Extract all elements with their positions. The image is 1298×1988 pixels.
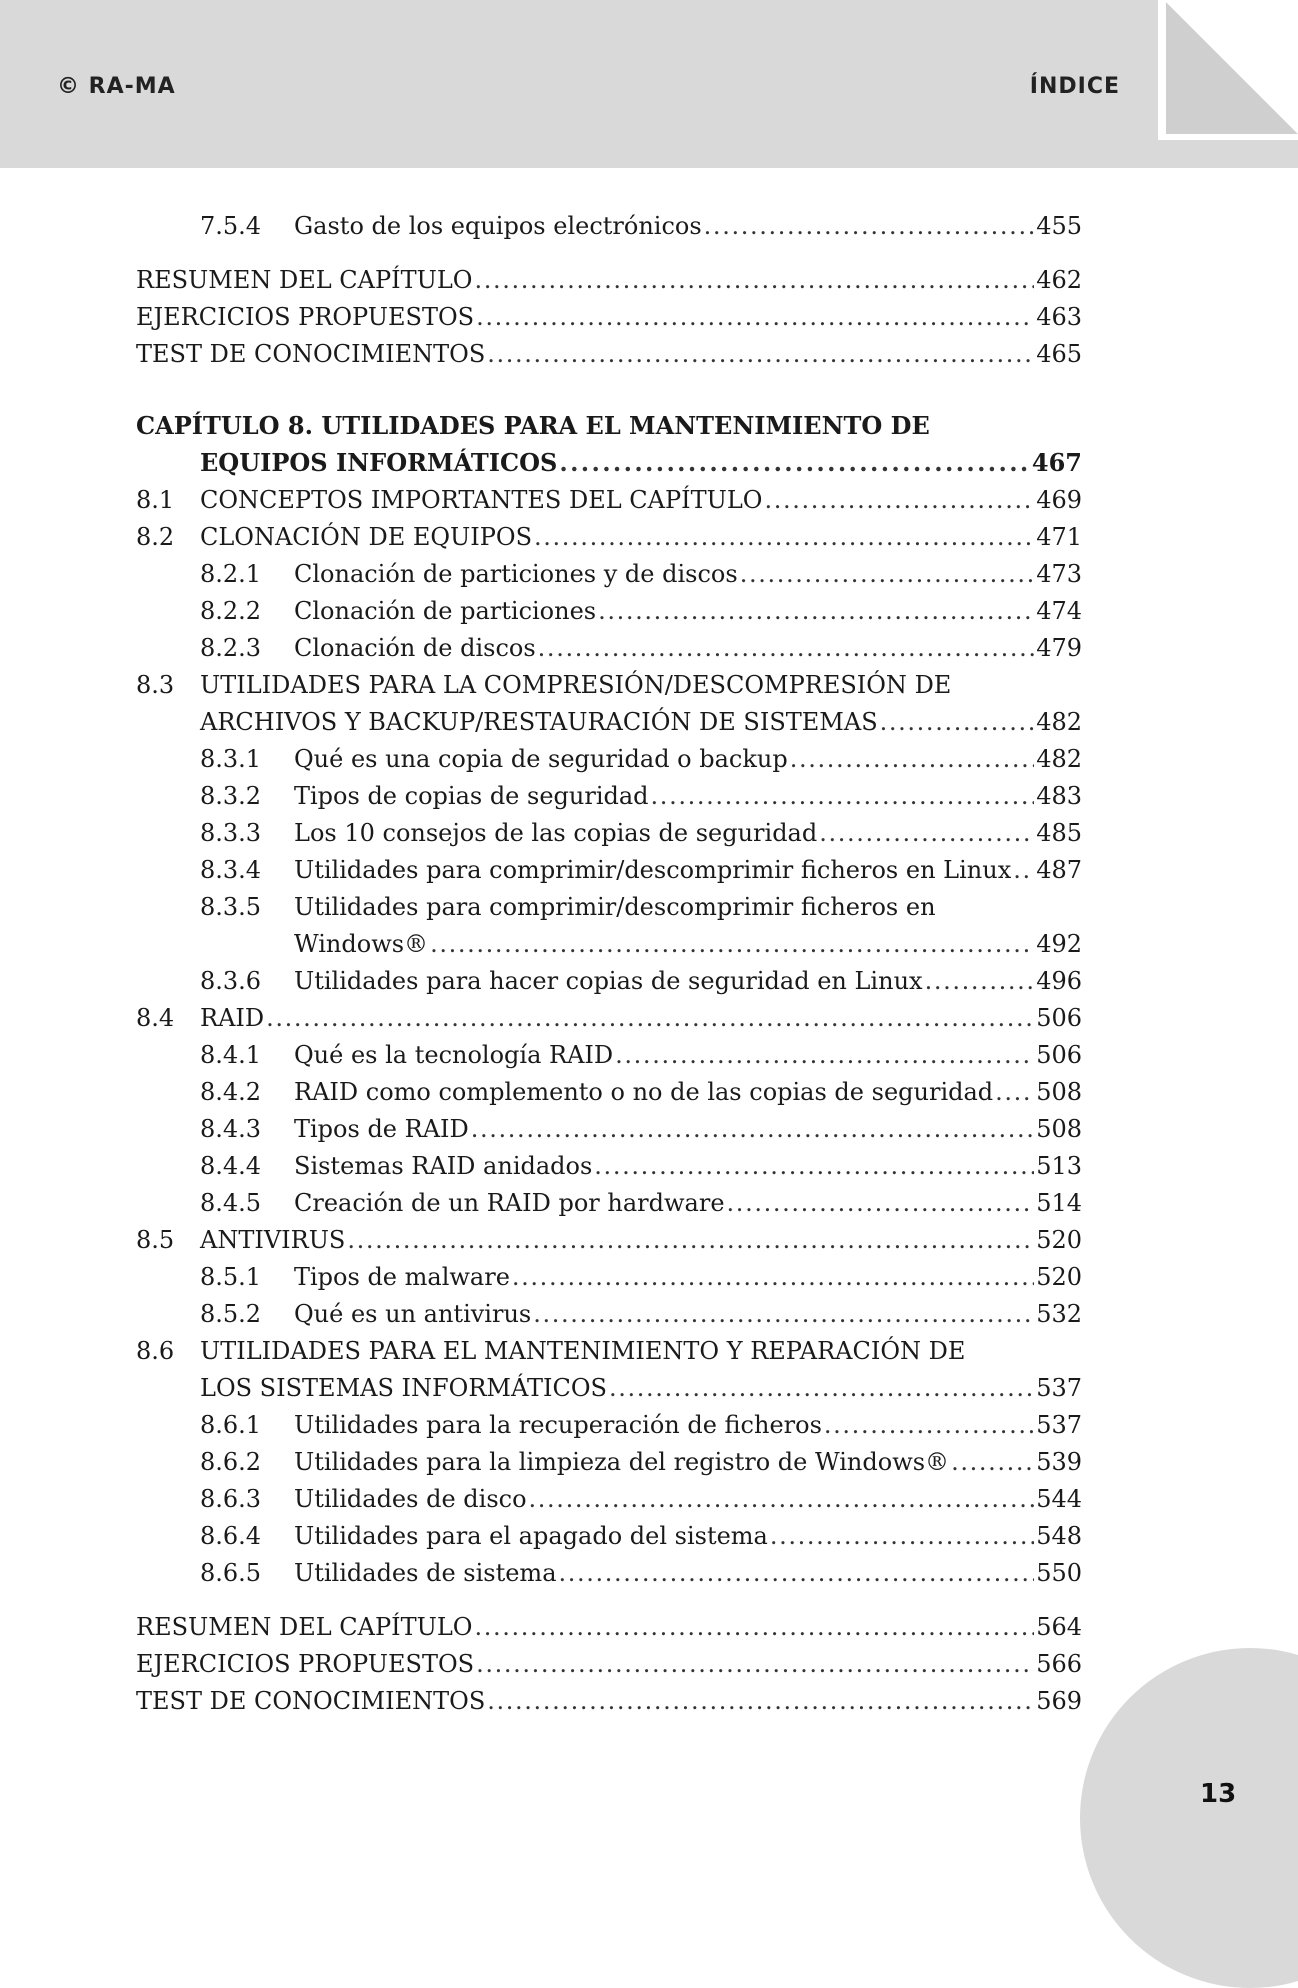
dot-leader (790, 741, 1034, 777)
page-ref: 539 (1036, 1448, 1082, 1476)
toc-entry[interactable]: 8.5.1 Tipos de malware . . . 520 (200, 1259, 1082, 1295)
toc-entry[interactable]: 8.3.1 Qué es una copia de seguridad o backup . . . 482 (200, 741, 1082, 777)
page-ref: 487 (1036, 856, 1082, 884)
section-number: 8.3.5 (200, 893, 262, 921)
toc-entry[interactable]: 8.4 RAID . . . 506 (136, 1000, 1082, 1036)
page-ref: 492 (1036, 930, 1082, 958)
dot-leader (474, 1609, 1034, 1645)
dot-leader (727, 1185, 1035, 1221)
page-ref: 514 (1036, 1189, 1082, 1217)
toc-entry[interactable]: Windows® . . . 492 (294, 926, 1082, 962)
dot-leader (704, 208, 1035, 244)
toc-entry[interactable]: 8.2.3 Clonación de discos . . . 479 (200, 630, 1082, 666)
toc-entry[interactable]: 8.6.2 Utilidades para la limpieza del registro de Windows® . . . 539 (200, 1444, 1082, 1480)
dot-leader (533, 1296, 1034, 1332)
toc-entry[interactable]: 8.2 CLONACIÓN DE EQUIPOS . . . 471 (136, 519, 1082, 555)
dot-leader (764, 482, 1034, 518)
page-ref: 513 (1036, 1152, 1082, 1180)
page-ref: 469 (1036, 486, 1082, 514)
toc-entry[interactable]: RESUMEN DEL CAPÍTULO . . . 462 (136, 262, 1082, 298)
page-ref: 479 (1036, 634, 1082, 662)
toc-entry[interactable]: 8.4.1 Qué es la tecnología RAID . . . 506 (200, 1037, 1082, 1073)
toc-entry[interactable]: ARCHIVOS Y BACKUP/RESTAURACIÓN DE SISTEMAS . . . 482 (200, 704, 1082, 740)
toc-entry[interactable]: EJERCICIOS PROPUESTOS . . . 463 (136, 299, 1082, 335)
toc-entry[interactable]: 8.4.4 Sistemas RAID anidados . . . 513 (200, 1148, 1082, 1184)
section-number: 8.3 (136, 671, 175, 699)
section-number: 8.6 (136, 1337, 175, 1365)
page-ref: 532 (1036, 1300, 1082, 1328)
dot-leader (598, 593, 1034, 629)
page-ref: 463 (1036, 303, 1082, 331)
dot-leader (474, 262, 1034, 298)
page-ref: 483 (1036, 782, 1082, 810)
page-ref: 506 (1036, 1041, 1082, 1069)
page-ref: 455 (1036, 212, 1082, 240)
dot-leader (594, 1148, 1034, 1184)
page-ref: 520 (1036, 1226, 1082, 1254)
toc-entry[interactable]: 8.4.5 Creación de un RAID por hardware . . . 514 (200, 1185, 1082, 1221)
dot-leader (347, 1222, 1034, 1258)
dot-leader (770, 1518, 1034, 1554)
page-ref: 465 (1036, 340, 1082, 368)
page-ref: 482 (1036, 708, 1082, 736)
toc-entry-line: UTILIDADES PARA LA COMPRESIÓN/DESCOMPRESIÓN DE (200, 671, 952, 699)
page-ref: 508 (1036, 1115, 1082, 1143)
page-ref: 462 (1036, 266, 1082, 294)
dot-leader (951, 1444, 1034, 1480)
dot-leader (995, 1074, 1034, 1110)
toc-entry-line: Utilidades para comprimir/descomprimir ficheros en (294, 893, 936, 921)
chapter-entry[interactable]: EQUIPOS INFORMÁTICOS . . . 467 (200, 445, 1082, 481)
toc-entry[interactable]: 8.4.2 RAID como complemento o no de las copias de seguridad . . . 508 (200, 1074, 1082, 1110)
toc-entry[interactable]: TEST DE CONOCIMIENTOS . . . 569 (136, 1683, 1082, 1719)
toc-entry[interactable]: 8.3.3 Los 10 consejos de las copias de seguridad . . . 485 (200, 815, 1082, 851)
toc-entry[interactable]: RESUMEN DEL CAPÍTULO . . . 564 (136, 1609, 1082, 1645)
page-ref: 548 (1036, 1522, 1082, 1550)
dot-leader (559, 445, 1030, 481)
dot-leader (819, 815, 1034, 851)
chapter-heading: CAPÍTULO 8. UTILIDADES PARA EL MANTENIMIENTO DE (136, 411, 930, 440)
toc-entry-line: UTILIDADES PARA EL MANTENIMIENTO Y REPARACIÓN DE (200, 1337, 966, 1365)
toc-entry[interactable]: 8.2.1 Clonación de particiones y de discos . . . 473 (200, 556, 1082, 592)
dot-leader (538, 630, 1035, 666)
page-ref: 473 (1036, 560, 1082, 588)
section-title: ÍNDICE (1029, 74, 1120, 99)
page-ref: 506 (1036, 1004, 1082, 1032)
dot-leader (824, 1407, 1034, 1443)
dot-leader (1013, 852, 1034, 888)
toc-entry[interactable]: 7.5.4 Gasto de los equipos electrónicos . . . 455 (200, 208, 1082, 244)
page-number-circle (1080, 1648, 1298, 1988)
toc-entry[interactable]: 8.1 CONCEPTOS IMPORTANTES DEL CAPÍTULO . . . 469 (136, 482, 1082, 518)
dot-leader (880, 704, 1035, 740)
page-ref: 550 (1036, 1559, 1082, 1587)
dot-leader (512, 1259, 1034, 1295)
dot-leader (471, 1111, 1034, 1147)
toc-entry[interactable]: 8.6.4 Utilidades para el apagado del sistema . . . 548 (200, 1518, 1082, 1554)
page-ref: 485 (1036, 819, 1082, 847)
dot-leader (476, 299, 1034, 335)
toc-entry[interactable]: 8.6.5 Utilidades de sistema . . . 550 (200, 1555, 1082, 1591)
toc-entry[interactable]: 8.2.2 Clonación de particiones . . . 474 (200, 593, 1082, 629)
dot-leader (559, 1555, 1035, 1591)
toc-entry[interactable]: 8.3.4 Utilidades para comprimir/descomprimir ficheros en Linux . . . 487 (200, 852, 1082, 888)
page-ref: 496 (1036, 967, 1082, 995)
page-ref: 482 (1036, 745, 1082, 773)
dot-leader (487, 336, 1034, 372)
dot-leader (651, 778, 1035, 814)
dot-leader (609, 1370, 1034, 1406)
page-ref: 467 (1031, 448, 1082, 477)
dot-leader (534, 519, 1034, 555)
dot-leader (615, 1037, 1034, 1073)
page-ref: 520 (1036, 1263, 1082, 1291)
page-ref: 537 (1036, 1374, 1082, 1402)
toc-entry[interactable]: 8.6.3 Utilidades de disco . . . 544 (200, 1481, 1082, 1517)
dot-leader (740, 556, 1035, 592)
toc-entry[interactable]: 8.3.6 Utilidades para hacer copias de seguridad en Linux . . . 496 (200, 963, 1082, 999)
page-ref: 564 (1036, 1613, 1082, 1641)
page-ref: 474 (1036, 597, 1082, 625)
dot-leader (487, 1683, 1034, 1719)
page-ref: 544 (1036, 1485, 1082, 1513)
page-ref: 569 (1036, 1687, 1082, 1715)
publisher-label: © RA-MA (57, 74, 176, 99)
page-ref: 471 (1036, 523, 1082, 551)
dot-leader (266, 1000, 1034, 1036)
page-ref: 566 (1036, 1650, 1082, 1678)
toc-entry[interactable]: 8.4.3 Tipos de RAID . . . 508 (200, 1111, 1082, 1147)
toc-entry[interactable]: 8.5 ANTIVIRUS . . . 520 (136, 1222, 1082, 1258)
toc-entry[interactable]: EJERCICIOS PROPUESTOS . . . 566 (136, 1646, 1082, 1682)
dot-leader (430, 926, 1034, 962)
page-number: 13 (1200, 1779, 1237, 1809)
toc-entry[interactable]: 8.3.2 Tipos de copias de seguridad . . . 483 (200, 778, 1082, 814)
toc-entry[interactable]: TEST DE CONOCIMIENTOS . . . 465 (136, 336, 1082, 372)
dot-leader (476, 1646, 1034, 1682)
toc-entry[interactable]: 8.6.1 Utilidades para la recuperación de ficheros . . . 537 (200, 1407, 1082, 1443)
page-ref: 537 (1036, 1411, 1082, 1439)
dot-leader (529, 1481, 1035, 1517)
page-corner-fold (1158, 0, 1298, 140)
dot-leader (925, 963, 1035, 999)
toc-entry[interactable]: LOS SISTEMAS INFORMÁTICOS . . . 537 (200, 1370, 1082, 1406)
toc-entry[interactable]: 8.5.2 Qué es un antivirus . . . 532 (200, 1296, 1082, 1332)
page-ref: 508 (1036, 1078, 1082, 1106)
